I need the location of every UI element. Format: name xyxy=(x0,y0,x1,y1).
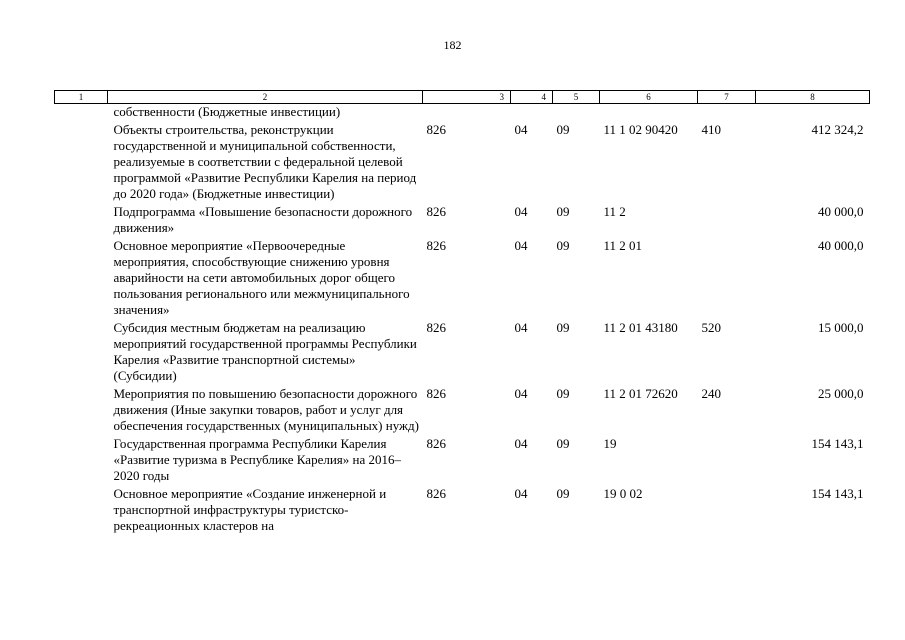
table-row xyxy=(55,320,870,386)
cell-col1 xyxy=(55,238,108,320)
row-c6: 11 1 02 90420 xyxy=(603,122,678,137)
table-row xyxy=(55,386,870,436)
row-c4: 04 xyxy=(514,320,528,335)
row-c4: 04 xyxy=(514,386,528,401)
header-cell-3: 3 xyxy=(423,91,511,104)
row-c3: 826 xyxy=(426,386,446,401)
row-c3: 826 xyxy=(426,122,446,137)
row-c6: 19 0 02 xyxy=(603,486,643,501)
row-c6: 11 2 01 xyxy=(603,238,643,253)
row-c6: 11 2 01 72620 xyxy=(603,386,678,401)
budget-table xyxy=(54,90,870,536)
row-c5 xyxy=(553,104,600,123)
row-c7: 410 xyxy=(701,122,721,137)
row-amount: 154 143,1 xyxy=(811,486,864,501)
row-c6 xyxy=(600,104,698,123)
row-c4: 04 xyxy=(514,122,528,137)
cell-col1 xyxy=(55,320,108,386)
row-name: собственности (Бюджетные инвестиции) xyxy=(113,104,341,119)
cell-col1 xyxy=(55,386,108,436)
row-c6: 19 xyxy=(603,436,617,451)
header-cell-6: 6 xyxy=(600,91,698,104)
row-amount: 15 000,0 xyxy=(818,320,864,335)
row-c3: 826 xyxy=(426,204,446,219)
cell-col1 xyxy=(55,204,108,238)
page-number: 182 xyxy=(443,38,462,52)
row-c4: 04 xyxy=(514,238,528,253)
row-c3: 826 xyxy=(426,486,446,501)
row-name: Основное мероприятие «Первоочередные мероприятия, способствующие снижению уровня аварийности на сети автомобильных дорог общего пользования регионального или межмуниципального значения» xyxy=(113,238,410,317)
row-name: Мероприятия по повышению безопасности дорожного движения (Иные закупки товаров, работ и услуг для обеспечения государственных (муниципальных) нужд) xyxy=(113,386,419,433)
row-amount: 40 000,0 xyxy=(818,238,864,253)
header-cell-8: 8 xyxy=(756,91,870,104)
cell-col1 xyxy=(55,436,108,486)
row-amount: 40 000,0 xyxy=(818,204,864,219)
table-row xyxy=(55,436,870,486)
row-c6: 11 2 xyxy=(603,204,626,219)
row-c7 xyxy=(698,486,756,536)
row-c7 xyxy=(698,104,756,123)
row-c7 xyxy=(698,238,756,320)
row-c5: 09 xyxy=(556,238,570,253)
row-amount: 154 143,1 xyxy=(811,436,864,451)
cell-col1 xyxy=(55,104,108,123)
row-c5: 09 xyxy=(556,320,570,335)
row-c3 xyxy=(423,104,511,123)
row-name: Субсидия местным бюджетам на реализацию мероприятий государственной программы Республики Карелия «Развитие транспортной системы» (Субсидии) xyxy=(113,320,417,383)
row-c4: 04 xyxy=(514,436,528,451)
row-name: Основное мероприятие «Создание инженерной и транспортной инфраструктуры туристско-рекреационных кластеров на xyxy=(113,486,387,533)
cell-col1 xyxy=(55,486,108,536)
row-c4 xyxy=(511,104,553,123)
cell-col1 xyxy=(55,122,108,204)
table-row xyxy=(55,122,870,204)
row-c5: 09 xyxy=(556,486,570,501)
row-c3: 826 xyxy=(426,320,446,335)
header-cell-4: 4 xyxy=(511,91,553,104)
header-cell-7: 7 xyxy=(698,91,756,104)
row-c6: 11 2 01 43180 xyxy=(603,320,678,335)
row-c7: 520 xyxy=(701,320,721,335)
table-header-row xyxy=(55,91,870,104)
header-cell-2: 2 xyxy=(108,91,423,104)
row-name: Подпрограмма «Повышение безопасности дорожного движения» xyxy=(113,204,413,235)
row-c7 xyxy=(698,204,756,238)
row-c4: 04 xyxy=(514,486,528,501)
header-cell-1: 1 xyxy=(55,91,108,104)
row-amount: 412 324,2 xyxy=(811,122,864,137)
row-c4: 04 xyxy=(514,204,528,219)
row-c3: 826 xyxy=(426,436,446,451)
row-c5: 09 xyxy=(556,122,570,137)
row-c3: 826 xyxy=(426,238,446,253)
table-row xyxy=(55,104,870,123)
row-c5: 09 xyxy=(556,386,570,401)
row-name: Объекты строительства, реконструкции государственной и муниципальной собственности, реализуемые в соответствии с федеральной целевой программой «Развитие Республики Карелия на период до 2020 года» (Бюджетные инвестиции) xyxy=(113,122,417,201)
table-row xyxy=(55,238,870,320)
row-c7 xyxy=(698,436,756,486)
table-row xyxy=(55,486,870,536)
row-c7: 240 xyxy=(701,386,721,401)
header-cell-5: 5 xyxy=(553,91,600,104)
row-c5: 09 xyxy=(556,204,570,219)
row-name: Государственная программа Республики Карелия «Развитие туризма в Республике Карелия» на 2016–2020 годы xyxy=(113,436,401,483)
table-row xyxy=(55,204,870,238)
row-amount xyxy=(756,104,870,123)
row-amount: 25 000,0 xyxy=(818,386,864,401)
row-c5: 09 xyxy=(556,436,570,451)
